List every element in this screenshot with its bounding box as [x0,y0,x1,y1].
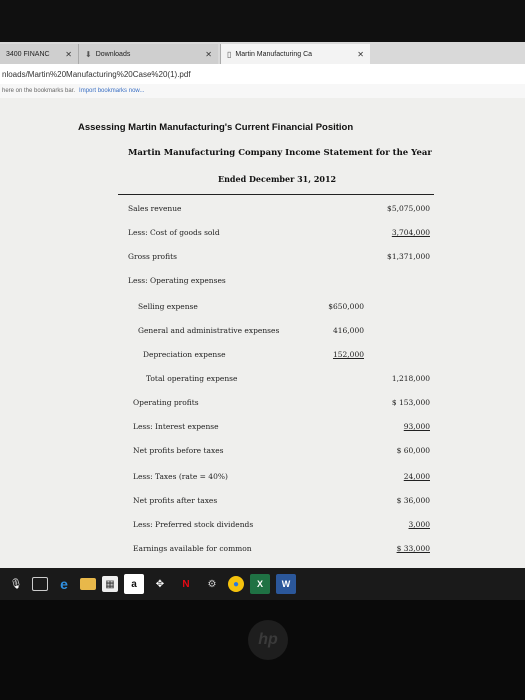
monitor-bezel-top [0,0,525,42]
row-amount-detail: $650,000 [328,302,364,311]
row-amount-detail: 416,000 [332,326,364,335]
mic-icon[interactable]: 🎙 [9,578,23,590]
monitor-bezel-bottom [0,600,525,700]
tab-bar [0,42,525,64]
row-amount-total: $ 153,000 [391,398,430,407]
tab-finance-label: 3400 FINANC [6,50,50,58]
row-amount-total: 3,000 [408,520,430,529]
close-icon[interactable]: ✕ [357,49,364,59]
word-icon[interactable]: W [276,574,296,594]
row-label: Net profits after taxes [133,496,218,505]
row-amount-total: $ 60,000 [396,446,430,455]
row-label: Gross profits [128,252,177,261]
tab-martin-pdf[interactable] [220,44,370,64]
row-amount-total: $5,075,000 [387,204,430,213]
row-label: Net profits before taxes [133,446,224,455]
row-amount-total: $ 33,000 [396,544,430,553]
taskbar [0,568,525,600]
row-label: Less: Taxes (rate = 40%) [133,472,228,481]
row-label: Operating profits [133,398,199,407]
row-label: Total operating expense [146,374,238,383]
row-label: Less: Cost of goods sold [128,228,220,237]
statement-title: Martin Manufacturing Company Income Statement for the Year [128,148,432,158]
tab-martin-label: Martin Manufacturing Ca [235,50,313,58]
row-amount-total: $ 36,000 [396,496,430,505]
file-explorer-icon[interactable] [80,578,96,590]
edge-icon[interactable]: e [60,576,68,592]
dropbox-icon[interactable]: ✥ [155,578,165,590]
screen [0,42,525,600]
netflix-icon[interactable]: N [182,578,190,590]
row-amount-total: 1,218,000 [391,374,430,383]
store-icon[interactable]: ▦ [102,576,118,592]
address-bar[interactable] [0,64,525,85]
row-amount-total: 24,000 [403,472,430,481]
bookmarks-bar [0,84,525,99]
row-label: Less: Preferred stock dividends [133,520,254,529]
tab-downloads[interactable] [78,44,218,64]
header-rule [118,194,434,195]
hp-logo: hp [248,620,288,660]
document-title: Assessing Martin Manufacturing's Current Financial Position [78,122,354,133]
row-label: Sales revenue [128,204,182,213]
amazon-icon[interactable]: a [124,574,144,594]
row-amount-total: 3,704,000 [391,228,430,237]
steam-icon[interactable]: ⚙ [207,578,217,590]
pdf-viewer[interactable] [0,98,525,578]
close-icon[interactable]: ✕ [65,49,72,59]
address-text: nloads/Martin%20Manufacturing%20Case%20(1).pdf [2,69,191,79]
row-label: Earnings available for common [133,544,252,553]
import-bookmarks-link[interactable]: Import bookmarks now... [79,88,145,94]
download-icon: ⬇ [85,49,92,59]
close-icon[interactable]: ✕ [205,49,212,59]
row-amount-total: 93,000 [403,422,430,431]
tab-downloads-label: Downloads [95,50,131,58]
excel-icon[interactable]: X [250,574,270,594]
task-view-icon[interactable] [32,577,48,591]
tab-finance[interactable] [0,44,78,64]
row-label: Less: Interest expense [133,422,219,431]
statement-period: Ended December 31, 2012 [218,174,337,184]
row-amount-detail: 152,000 [332,350,364,359]
row-label: Less: Operating expenses [128,276,226,285]
page-icon: ▯ [227,49,232,59]
row-label: General and administrative expenses [138,326,280,335]
chrome-icon[interactable]: ● [228,576,244,592]
row-label: Depreciation expense [143,350,226,359]
row-amount-total: $1,371,000 [387,252,430,261]
bookmarks-hint: here on the bookmarks bar. [2,88,76,94]
row-label: Selling expense [138,302,198,311]
